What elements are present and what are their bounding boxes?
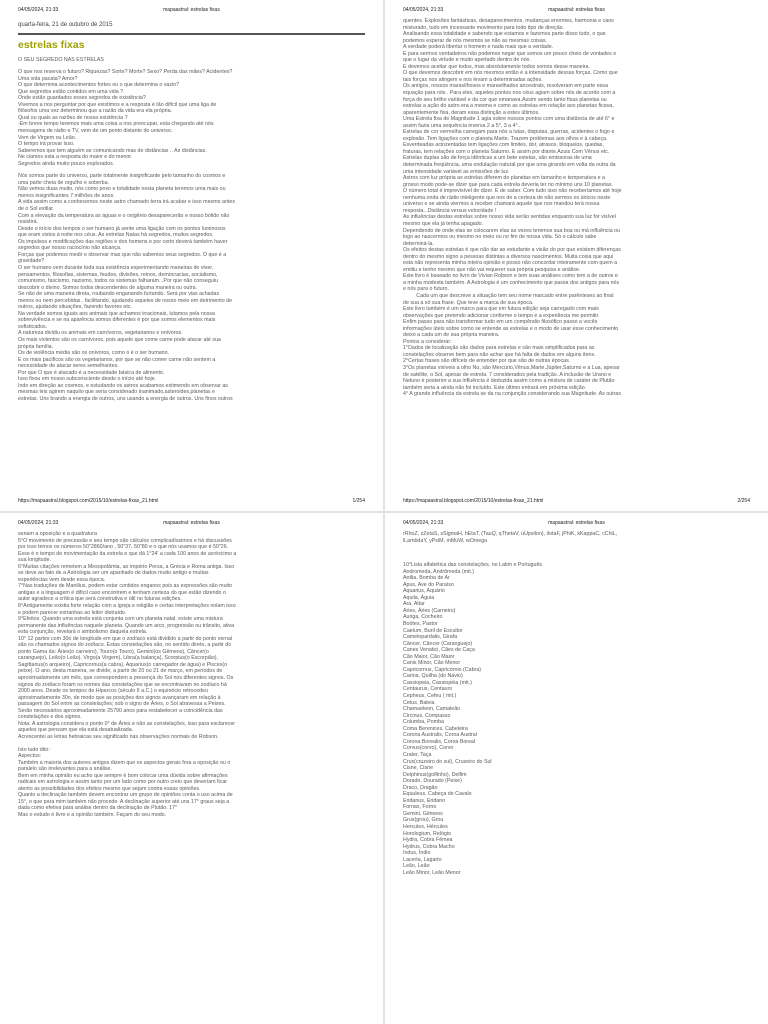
text-line: resposta...Distância versus velocidade ! — [403, 207, 497, 214]
text-line: Uma Estrela fixa de Magnitude 1 agia sobre nossos pontos com uma distância de até 6° e — [403, 116, 615, 123]
text-line: podemos esperar de nós mesmos se não as mesmas coisas. — [403, 37, 547, 44]
text-line: Pontos a considerar: — [403, 338, 452, 345]
text-line: Onde estão guardados esses segredos de existência? — [18, 95, 146, 102]
text-line: 5°O movimento de precessão e seu tempo são cálculos complicadíssimos e há discussões — [18, 537, 232, 544]
text-line: Sagittarius(o arqueiro), Capricornus(a cabra), Aquarius(o carregador de água) e Pisces(o — [18, 661, 228, 668]
text-line: Apus, Ave do Paraíso — [403, 581, 454, 588]
text-line: são os chamados signos do zodíaco. Estas constelações são, no sentido direto, a partir do — [18, 642, 232, 649]
text-line: 7°Nas traduções de Manilius, podem estar contidos enganos pois as expressões são muito — [18, 583, 233, 590]
text-line: Não vemos duas muito, nós como povo e totalidade nesta planeta teremos uma mais ou — [18, 186, 226, 193]
text-line: que eram vistos à noite nos céus. As estrelas Natas há segredos, muitos segredos. — [18, 232, 214, 239]
text-line: explosão. Tem ligações com o planeta Marte. Trazem problemas aos olhos e à cabeça. — [403, 135, 608, 142]
text-line: sua longitude. — [18, 557, 51, 564]
text-line: mesmo que ela já tenha apagado. — [403, 220, 484, 227]
text-line: misturado, tudo em incessante movimento para todo tipo de direção. — [403, 24, 565, 31]
post-title[interactable]: estrelas fixas — [18, 38, 85, 51]
text-line: 2000 anos. Desde os tempos de Hiparcos (século II a.C.) o equinócio retrocedeu — [18, 688, 208, 695]
text-line: deixo a cada um de sua própria maneira. — [403, 332, 500, 339]
text-line: Boötes, Pastor — [403, 621, 438, 628]
text-line: uma intensidade variável as emissões de luz. — [403, 168, 510, 175]
text-line: uma parte cheia de orgulho e soberba. — [18, 179, 109, 186]
text-line: Estrelas duplas são de força idênticas a um bete estelas, são emissoras de uma — [403, 155, 592, 162]
text-line: 2°Certas frases são difíceis de entender por que são de outras épocas. — [403, 358, 571, 365]
text-line: Corona Australis, Coroa Austral — [403, 732, 477, 739]
text-line: 10°Lista alfabética das constelações, no Latim e Português — [403, 562, 543, 569]
text-line: O que devemos descobrir em nós mesmos então é a intensidade dessas forças. Como que — [403, 70, 618, 77]
text-line: resistirá. — [18, 219, 39, 226]
page-body — [18, 18, 365, 494]
text-line: paralelo são irrelevantes para a análise. — [18, 766, 112, 773]
page-header — [18, 7, 365, 13]
text-line: Este livro também é um marco para que em futura edição seja carregado com mais — [403, 306, 599, 313]
text-line: caranguejo), Leão(o Leão), Virgo(a Virgem), Libra(a balança), Scorpius(o Escorpião), — [18, 655, 219, 662]
text-line: O ser humano vem durante toda sua existência experimentando maneiras de viver, — [18, 264, 214, 271]
text-line: que o lugar da virtude e muito apertado dentro de nós. — [403, 57, 531, 64]
text-line: Horologium, Relógio — [403, 830, 451, 837]
text-line: Carina, Quilha (do Navio) — [403, 673, 463, 680]
text-line: determiná-la. — [403, 240, 434, 247]
text-line: Forças que podemos medir e observar mas que não sabemos seus segredos. O que é a — [18, 251, 227, 258]
text-line: Indo em direção ao cosmos, e estudando os astros acabamos estimendo em observar as — [18, 382, 228, 389]
text-line: grosso modo pode-se dizer que para cada estrela deveria ter no mínimo uns 10 planetas. — [403, 181, 613, 188]
page-url[interactable]: https://mapaastral.blogspot.com/2015/10/estrelas-fixas_21.html — [18, 498, 159, 504]
text-line: informações úteis sobre como se entende as estrelas e o modo de usar esse conhecimento — [403, 325, 619, 332]
print-date: 04/05/2024, 21:33 — [18, 7, 59, 13]
text-line: O que nos reserva o futuro? Riquezas? Sorte? Morte? Sexo? Perda das mães? Acidentes? — [18, 69, 233, 76]
text-line: antigas e a linguagem é difícil caso encontrem e tenham certeza do que estão dizendo o — [18, 589, 226, 596]
text-line: Isso fixou em nosso subconsciente desde o início até hoje. — [18, 376, 157, 383]
text-line: Este livro é baseado no livro de Vivian Robson e tem suas análises como tem a de outros e — [403, 273, 618, 280]
text-line: Hydrus, Cobra Macho — [403, 843, 455, 850]
text-line: sobrevivência e se na aparência somos diferentes é por que somos elementos mais — [18, 317, 216, 324]
text-line: Cetus, Baleia — [403, 699, 435, 706]
text-line: mensagens de rádio e TV, vem de um ponto distante do universo. — [18, 128, 173, 135]
text-line: 15°, o que para mim também não procede. A declinação superior até uns 17° graus seja a — [18, 798, 230, 805]
text-line: Aquarius, Aquário — [403, 588, 445, 595]
page-footer — [18, 498, 365, 504]
text-line: Corvus(corvo), Corvo — [403, 745, 454, 752]
text-line: 8°Antigamente existia forte relação com a igreja e religião e certas interpretações nolam isso — [18, 603, 236, 610]
page-footer — [403, 498, 750, 504]
text-line: 1°Dados de localização são dados para estrelas e são mais simplificados para as — [403, 345, 595, 352]
text-line: Estrelas de cor vermelha carregam para nós a lutas, disputas, guerras, acidentes o fogo e — [403, 129, 615, 136]
text-line: Nota: A astrologia considera o ponto 0° de Áries e não as constelações, isso para esclarecer — [18, 720, 236, 727]
text-line: Aries, Áries (Carneiro) — [403, 607, 456, 614]
text-line: Aquila, Águia — [403, 594, 435, 601]
text-line: Lacerta, Lagarto — [403, 856, 442, 863]
text-line: determinada freqüência, uma ondulação natural por que uma girando em volta da outra da — [403, 162, 616, 169]
text-line: Nós somos parte do universo, parte totalmente insignificante pelo tamanho do cosmos e — [18, 173, 226, 180]
text-line: experiências vem desde essa época. — [18, 576, 106, 583]
page-number: 1/254 — [352, 498, 365, 504]
text-line: lLambdaY, yPsiM, mMuW, wOmega — [403, 537, 488, 544]
text-line: Canis Minor, Cão Menor — [403, 660, 461, 667]
text-line: 3°Os planetas visíveis a olho Nu, são Mercúrio,Vênus,Marte,Júpiter,Saturno e a Lua, apesar — [403, 364, 620, 371]
text-line: própria família. — [18, 343, 54, 350]
post-body-text — [403, 18, 750, 398]
text-line: 6°Muitas citações remetem a Mesopotâmia, ao império Persa, a Grécia e Roma antiga. Isso — [18, 563, 235, 570]
text-line: equação para nós . Para eles, aqueles pontos nos céus agiam sobre nós de acordo com a — [403, 90, 616, 97]
text-line: permanente das influências naquele planeta. Quando um arco, progressão ou trânsito, ativa — [18, 622, 235, 629]
text-line: dentro do mesmo signo a pessoas distintas a diversos nascimentos. Muita coisa que aqui — [403, 253, 614, 260]
page-body — [403, 531, 750, 1007]
text-line: E devemos aceitar que todos, mas absolutamente todos somos desse maneira. — [403, 63, 590, 70]
post-date-header: quarta-feira, 21 de outubro de 2015 — [18, 22, 113, 28]
text-line: Chamaeleon, Camaleão — [403, 706, 461, 713]
text-line: Os mais violentos são os carnívoros, pois aquele que come carne pode atacar até sua — [18, 336, 221, 343]
text-line: Analisando essa totalidade e sabendo que estamos e fazemos parte disso tudo, o que — [403, 31, 606, 38]
text-line: seriam a oposição e a quadratura — [18, 531, 97, 537]
page-body — [403, 18, 750, 494]
text-line: Os efeitos destas estrelas é que não dar ao estudante a visão do por que existem diferenças — [403, 247, 621, 254]
text-line: O número total é imprevisível de dizer. E de saber. Com tudo isso não receberíamos até hoje — [403, 188, 622, 195]
text-line: Acrescentei as letras hebraicas seu significado nas observações normais de Robson. — [18, 733, 219, 740]
post-body-text — [18, 69, 365, 402]
text-line: Segredos ainda muito pouco explorados. — [18, 160, 115, 167]
text-line: assim fazia uma sequência inversa 2 a 5°, 3 a 4°.. — [403, 122, 521, 129]
site-title: mapaastral: estrelas fixas — [163, 520, 220, 526]
text-line: Draco, Dragão — [403, 784, 438, 791]
page-number: 2/254 — [737, 498, 750, 504]
text-line: E para sermos verdadeiros não podemos negar que somos um pouco cheio de vontades e — [403, 50, 617, 57]
text-line: descobrir o divino. Somos todos descendentes de alguma maneira ou outra. — [18, 284, 198, 291]
text-line: autor agradece a crítica que será construtiva e útil no futuras edições. — [18, 596, 182, 603]
page-body — [18, 531, 365, 1007]
text-line: emitiu e tenho mesmo que não vai requerer sua própria pesquisa e análise. — [403, 266, 581, 273]
text-line: Vivemos a nos perguntar por que existimos e a resposta é tão difícil que uma liga de — [18, 101, 217, 108]
document-page-1 — [0, 0, 383, 511]
text-line: dada como efetiva para análise dentro da declinação de Plutão. 17° — [18, 805, 178, 812]
text-line: por isso temos os números 50"2860/ano , 50"37, 50"80 e o que nós usamos que é 50"26. — [18, 544, 229, 551]
text-line: constelações e dos signos. — [18, 714, 82, 721]
site-title: mapaastral: estrelas fixas — [548, 520, 605, 526]
text-line: Antlia, Bomba de Ar — [403, 575, 450, 582]
text-line: pensamentos, filosofias, sistemas, feudos, divisões, reinos, democracias, socialismo, — [18, 271, 218, 278]
text-line: Crater, Taça — [403, 751, 432, 758]
text-line: universo e se ainda viermos a receber chamará aquele que nos mandou terá nossa — [403, 201, 600, 208]
text-line: Também a maioria dos autores antigos dizem que os aspectos gerais fora a oposição ou o — [18, 759, 231, 766]
text-line: Os antigos, nossos maravilhosos e maravilhados ancestrais, resolveram em parte essa — [403, 83, 608, 90]
text-line: Serão necessários aproximadamente 25790 anos para restabelecer a coincidência das — [18, 707, 223, 714]
text-line: nenhuma onda de rádio inteligente que nos de a certeza de não sermos os únicos neste — [403, 194, 611, 201]
text-line: Astros com luz própria as estrelas diferem do planetas em tamanho e temperatura e a — [403, 175, 605, 182]
page-header — [18, 520, 365, 526]
text-line: peixe). O ano, desta maneira, se divide, a partir de 20 ou 21 de março, em períodos de — [18, 668, 223, 675]
text-line: Capricornus, Capricórnio (Cabra) — [403, 666, 482, 673]
text-line: Dorado, Dourado (Peixe) — [403, 778, 462, 785]
text-line: Os impulsos e modificações das regiões e dos homens e por certo deverá também haver — [18, 238, 228, 245]
text-line: Indus, Índio — [403, 850, 431, 857]
text-line: Centaurus, Centauro — [403, 686, 453, 693]
text-line: Andromeda, Andrômeda (mit.) — [403, 568, 474, 575]
text-line: Leão, Leão — [403, 863, 430, 870]
text-line: Ara, Altar — [403, 601, 425, 608]
text-line: Por que O que é atacado é a necessidade básica de alimento. — [18, 369, 165, 376]
text-line: de sua a só sua frase. Que teve a marca de sua época. — [403, 299, 534, 306]
text-line: logo ao nascermos ou mesmo no meio ou no fim de nossa vida. Só o cálculo sabe — [403, 234, 597, 241]
text-line: Camelopardalis, Girafa — [403, 634, 458, 641]
text-line: Eridanus, Eridano — [403, 797, 446, 804]
page-header — [403, 7, 750, 13]
text-line: Delphinus(golfinho), Delfim — [403, 771, 467, 778]
text-line: Fornax, Forno — [403, 804, 437, 811]
text-line: rRhoZ, zZetaS, sSigmaH, hEtaT, (TauQ, qThetaV, uUpsilon), iIotaF, jPhiK, kKappaC, cChiL, — [403, 531, 618, 537]
document-page-2 — [385, 0, 768, 511]
post-body-text — [18, 531, 365, 819]
text-line: também seria a ainda não foi incluído. Este último entrará em próxima edição. — [403, 384, 587, 391]
text-line: Hercules, Hércules — [403, 823, 448, 830]
text-line: a minha modesta também. A Astrologia é um conhecimento que passa dos antigos para nós — [403, 279, 620, 286]
text-line: Leão Minor, Leão Menor — [403, 869, 461, 876]
text-line: passagem do Sol entre as constelações; sob o signo de Áries, o Sol atravessa a Peixes. — [18, 701, 226, 708]
print-date: 04/05/2024, 21:33 — [403, 7, 444, 13]
text-line: menos insignificantes 7 milhões de anos. — [18, 192, 115, 199]
text-line: Cepheus, Cefeu ( mit.) — [403, 693, 457, 700]
text-line: menos ou nem percebidas , facilitando, ajudando aqueles de nosso meio em detrimento de — [18, 297, 233, 304]
text-line: Cão Maior, Cão Maior — [403, 653, 455, 660]
text-line: Que segredos estão contidos em uma vida ? — [18, 88, 124, 95]
divider — [18, 33, 365, 35]
text-line: Equuleus, Cabeça de Cavalo — [403, 791, 472, 798]
text-line: Vem de Virgem ou Leão. — [18, 134, 77, 141]
text-line: aqueles que pensam que ela está desatualizada. — [18, 727, 134, 734]
page-url[interactable]: https://mapaastral.blogspot.com/2015/10/estrelas-fixas_21.html — [403, 498, 544, 504]
text-line: Grus(grou), Grou — [403, 817, 444, 824]
text-line: aproximadamente um mês, que correspondem a presença do Sol nos diferentes signos. Os — [18, 675, 234, 682]
text-line: Câncer, Câncer (Caranguejo) — [403, 640, 473, 647]
text-line: segredos que nosso raciocínio não alcança. — [18, 245, 122, 252]
text-line: signos do zodíaco foram os nomes das constelações que se encontravam no zodíaco há — [18, 681, 227, 688]
text-line: e podem parecer estranhas ao leitor distraído. — [18, 609, 127, 616]
text-line: 10° 12 partes com 30o de longitude em que o zodíaco está dividido a partir do ponto vernal — [18, 635, 233, 642]
site-title: mapaastral: estrelas fixas — [163, 7, 220, 13]
text-line: ponto Gama da: Áries(o carneiro), Touro(o Touro), Gemini(os Gêmeos), Câncer(o — [18, 648, 209, 655]
text-line: necessidade de atacar seres semelhantes. — [18, 363, 119, 370]
text-line: radicais em astrologia e assim tanto por um lado como por outro creio que deveriam ficar — [18, 779, 228, 786]
text-line: Cada um que descreve a situação tem seu nome marcado entre parênteses ao final — [403, 292, 614, 299]
text-line: Aspectos: — [18, 753, 42, 760]
text-line: Na verdade somos iguais aos animais que achamos irracionais, lutamos pela nossa — [18, 310, 215, 317]
text-line: estrelas. Uns brando a energia de outros, uns usando a energia de outros. Uns finos outros — [18, 395, 233, 402]
text-line: Columba, Pomba — [403, 719, 444, 726]
text-line: observações que pretendo adicionar conforme o tempo e a experiência me permitir. — [403, 312, 600, 319]
text-line: Uma vida pacata? Amor? — [18, 75, 78, 82]
text-line: 9°Efeitos. Quando uma estrela está conjunta com um planeta natal, existe uma mistura — [18, 616, 223, 623]
text-line: A verdade poderá libertar o homem e nada mais que a verdade. — [403, 44, 554, 51]
text-line: Mas o estudo é livre e a opinião também. Façam do seu modo. — [18, 811, 167, 818]
text-line: A natureza dividiu os animais em carnívoros, vegetarianos e onívoros. — [18, 330, 183, 337]
text-line: Esverdeadas acinzentadas tem ligações com limites, dor, atrasos, bloqueios, quedas, — [403, 142, 604, 149]
text-line: Os de violência média são os onívoros, como o é o ser humano. — [18, 350, 170, 357]
text-line: tais forças nos atingem e nos levam a determinadas ações. — [403, 76, 543, 83]
document-page-4 — [385, 513, 768, 1024]
text-line: Se não de uma maneira direta, roubando enganando furtando. Será por vias achadas — [18, 291, 220, 298]
text-line: fraturas, tem relações com o planeta Saturno. E assim por diante.Azuis Com Vênus etc. — [403, 148, 610, 155]
text-line: Auriga, Cocheiro — [403, 614, 443, 621]
text-line: esta não representa minha inteira opinião e posso não concordar inteiramente com quem a — [403, 260, 618, 267]
text-line: Dependendo de onde elas se colocarem elas as vezes teremos sua boa ou má influência ou — [403, 227, 621, 234]
text-line: Corona Borealis, Coroa Boreal — [403, 738, 476, 745]
text-line: O tempo irá provar isso. — [18, 141, 75, 148]
post-subtitle: O SEU SEGREDO NAS ESTRELAS — [18, 56, 104, 63]
print-date: 04/05/2024, 21:33 — [403, 520, 444, 526]
text-line: sofisticados. — [18, 323, 48, 330]
text-line: de o Sol extilar. — [18, 206, 55, 213]
text-line: Circinus, Compasso — [403, 712, 451, 719]
document-page-3 — [0, 513, 383, 1024]
text-line: 4° A grande influência da estrela se da na conjunção considerando sua Magnitude. As outras — [403, 391, 621, 398]
text-line: Gemini, Gêmeos — [403, 810, 443, 817]
text-line: estrelas a ação do astro era a mesma e como as estrelas em relação aos planetas ficava, — [403, 103, 614, 110]
text-line: mesmas leis agirem naquilo que seria considerado inanimado,asteroides,planetas e — [18, 389, 215, 396]
text-line: Qual ou quais as razões de nossa existência ? — [18, 114, 128, 121]
text-line: filósofos uma vez determinou que a razão da vida era ela própria. — [18, 108, 172, 115]
text-line: Coma Berenices, Cabeleira — [403, 725, 468, 732]
text-line: E os mais pacíficos são os vegetarianos, por que se não comer carne não sentem a — [18, 356, 216, 363]
text-line: -Em breve tempo teremos mais uma coisa a nos preocupar, esta chegando até nós — [18, 121, 214, 128]
site-title: mapaastral: estrelas fixas — [548, 7, 605, 13]
text-line: Com a elevação da temperatura as águas e o oxigênio desaparecerão e nosso bólido não — [18, 212, 230, 219]
text-line: A vida assim como a conhecemos neste astro chamado terra irá acabar e isso mesmo antes — [18, 199, 235, 206]
text-line: quentes. Explosões fantásticas, desaparecimentos, mudanças enormes, harmonia e caos — [403, 18, 614, 24]
text-line: O que determina acontecimentos fortes ou o que determina o vazio? — [18, 82, 180, 89]
text-line: Crux(cruzeiro do sul), Cruzeiro do Sul — [403, 758, 492, 765]
post-body-text — [403, 531, 750, 876]
text-line: constelações observe bem para não achar que há falta de dados em alguns itens. — [403, 351, 596, 358]
text-line: Esse é o tempo de movimentação da estrela e que dá 1°24' a cada 100 anos de acréscimo a — [18, 550, 237, 557]
text-line: Ne ciamos esta a resposta do maior e do menor. — [18, 154, 133, 161]
text-line: Cassiopeia, Cassiopéia (mit.) — [403, 679, 472, 686]
text-line: gravidade? — [18, 258, 45, 265]
text-line: atento as possibilidades dos efeitos mesmo que sejam contra essas opiniões. — [18, 785, 201, 792]
text-line: Cisne, Cisne — [403, 765, 434, 772]
text-line: aparentemente fixa, deram essa distinção a estes últimos. — [403, 109, 540, 116]
text-line: comunismo, fascismo, nazismo, todos os sistemas falharam...Por que não conseguiu — [18, 278, 218, 285]
text-line: Hydra, Cobra Fêmea — [403, 837, 453, 844]
text-line: se deve ao fato de a Astrologia ser um apanhado de dados muito antigo e muitas — [18, 570, 209, 577]
text-line: de satélite, o Sol, apesar de estrela. 7 considerados pela tradição. A inclusão de Urano e — [403, 371, 612, 378]
text-line: Isto tudo dito: — [18, 746, 50, 753]
text-line: Quanto a declinação também devem encontrar um grupo de opiniões conta o uso acima de — [18, 792, 233, 799]
text-line: e nós para o futuro. — [403, 286, 449, 293]
text-line: Desde o início dos tempos o ser humano já sente uma ligação com os pontos luminosos — [18, 225, 226, 232]
text-line: força de seu brilho variável e da cor que emanava.Assim sendo tanto fixas planetas ou — [403, 96, 607, 103]
text-line: aproximadamente 30o, de modo que as posições dos signos avançaram em relação à — [18, 694, 221, 701]
text-line: esta conjunção, revelará o simbolismo daquela estrela. — [18, 629, 148, 636]
text-line: As influências destas estrelas sobre nosso vida serão sentidas enquanto sua luz for visível — [403, 214, 616, 221]
text-line: Caelum, Buril de Escultor — [403, 627, 463, 634]
text-line: Netuno é posterior a sua influência é deduzida assim como a mistura de caráter de Plutão — [403, 378, 615, 385]
print-date: 04/05/2024, 21:33 — [18, 520, 59, 526]
text-line: Saberemos que tem alguém se comunicando mas de distâncias .. As distâncias. — [18, 147, 207, 154]
text-line: Bem em minha opinião eu acho que sempre é bom colocar uma dúvida sobre afirmações — [18, 772, 228, 779]
text-line: Canes Venatici, Cães de Caça — [403, 647, 475, 654]
page-header — [403, 520, 750, 526]
text-line: Enfim passo para não transformar tudo em um compêndio filosófico passo a vocês — [403, 319, 598, 326]
text-line: outros, ajudando situações, fazendo favores etc. — [18, 304, 132, 311]
